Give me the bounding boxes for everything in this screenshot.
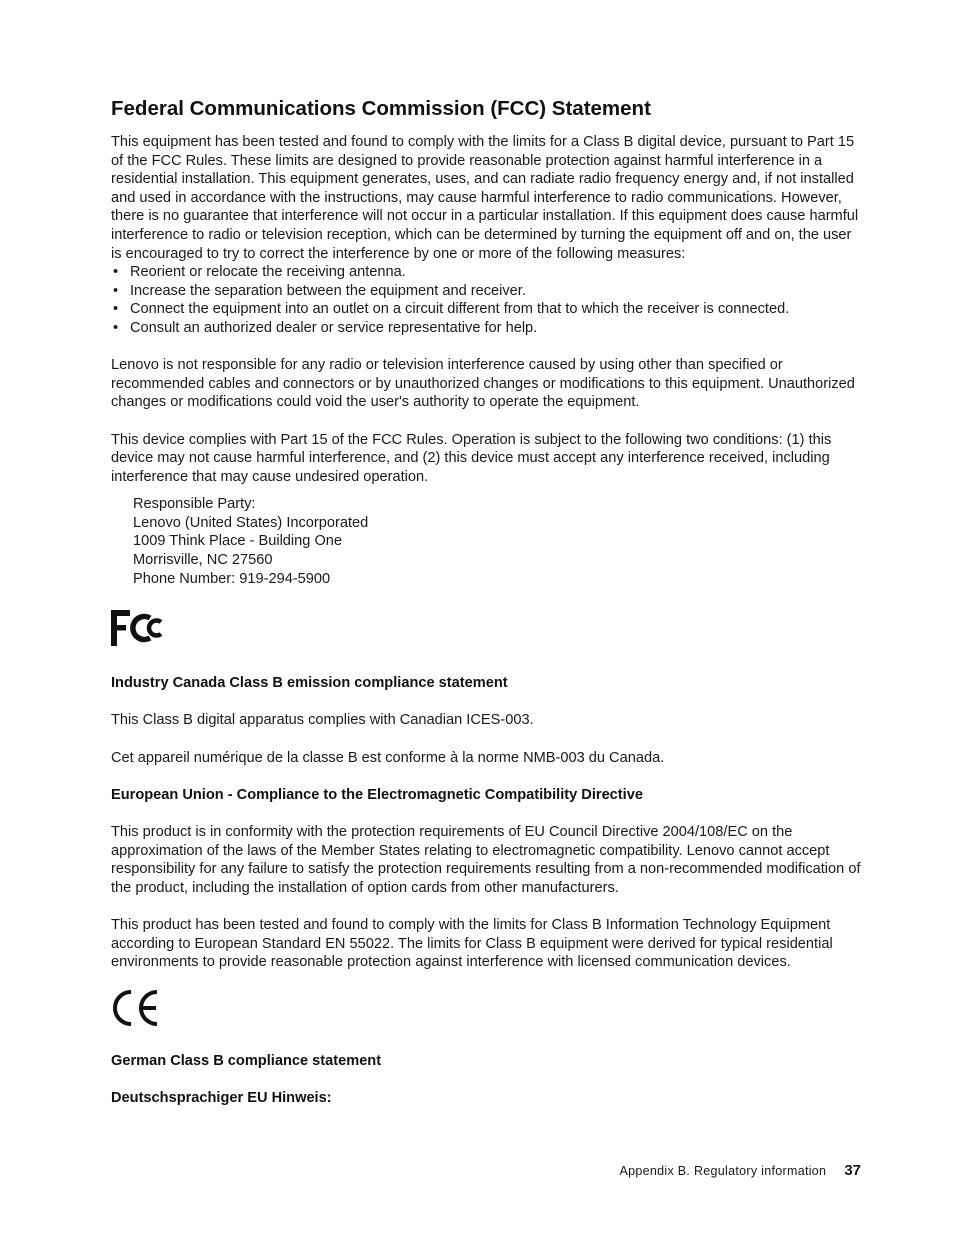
german-heading: German Class B compliance statement: [111, 1052, 382, 1069]
responsible-party-line: Morrisville, NC 27560: [133, 552, 273, 569]
lenovo-liability-paragraph: Lenovo is not responsible for any radio or television interference caused by using other than specified or recommended cables and connectors or by unauthorized changes or modifications to this equipment. Unauthorized changes or modifications could void the user's authority to operate the equipment.: [111, 357, 855, 411]
part15-paragraph: This device complies with Part 15 of the FCC Rules. Operation is subject to the following two conditions: (1) this device may not cause harmful interference, and (2) this device must accept any interference received, including interference that may cause undesired operation.: [111, 431, 832, 485]
responsible-party-line: Phone Number: 919-294-5900: [133, 570, 331, 587]
fcc-intro-paragraph: This equipment has been tested and found to comply with the limits for a Class B digital device, pursuant to Part 15 of the FCC Rules. These limits are designed to provide reasonable protection against harmful interference in a residential installation. This equipment generates, uses, and can radiate radio frequency energy and, if not installed and used in accordance with the instructions, may cause harmful interference to radio communications. However, there is no guarantee that interference will not occur in a particular installation. If this equipment does cause harmful interference to radio or television reception, which can be determined by turning the equipment off and on, the user is encouraged to try to correct the interference by one or more of the following measures:: [111, 134, 859, 262]
responsible-party-line: 1009 Think Place - Building One: [133, 533, 343, 550]
eu-paragraph-1: This product is in conformity with the protection requirements of EU Council Directive 2004/108/EC on the approximation of the laws of the Member States relating to electromagnetic compatibility. Lenovo cannot accept responsibility for any failure to satisfy the protection requirements resulting from a non-recommended modification of the product, including the installation of option cards from other manufacturers.: [111, 824, 861, 896]
responsible-party-line: Responsible Party:: [133, 496, 256, 513]
footer-section-title: Appendix B. Regulatory information: [619, 1164, 827, 1178]
fcc-logo-svg: [111, 608, 165, 648]
page-footer: [619, 1162, 861, 1179]
german-subheading: Deutschsprachiger EU Hinweis:: [111, 1089, 332, 1106]
canada-heading: Industry Canada Class B emission compliance statement: [111, 675, 508, 692]
list-item: • Consult an authorized dealer or service representative for help.: [111, 319, 863, 338]
list-item: • Reorient or relocate the receiving antenna.: [111, 263, 863, 282]
page-content: [111, 96, 863, 1108]
fcc-title: Federal Communications Commission (FCC) Statement: [111, 97, 651, 120]
eu-paragraph-2: This product has been tested and found to comply with the limits for Class B Information Technology Equipment according to European Standard EN 55022. The limits for Class B equipment were derived for typical residential environments to provide reasonable protection against interference with licensed communication devices.: [111, 916, 833, 971]
fcc-measures-list: [111, 263, 863, 337]
list-item: • Increase the separation between the equipment and receiver.: [111, 282, 863, 301]
ce-mark-icon: [111, 986, 863, 1030]
fcc-logo-icon: [111, 608, 863, 652]
list-item: • Connect the equipment into an outlet on a circuit different from that to which the receiver is connected.: [111, 300, 863, 319]
responsible-party-line: Lenovo (United States) Incorporated: [133, 514, 369, 531]
page-number: 37: [844, 1162, 861, 1179]
eu-heading: European Union - Compliance to the Electromagnetic Compatibility Directive: [111, 786, 643, 803]
canada-french-statement: Cet appareil numérique de la classe B est conforme à la norme NMB-003 du Canada.: [111, 749, 665, 766]
ce-mark-svg: [111, 986, 161, 1028]
canada-english-statement: This Class B digital apparatus complies with Canadian ICES-003.: [111, 712, 534, 729]
responsible-party-block: [133, 495, 863, 588]
